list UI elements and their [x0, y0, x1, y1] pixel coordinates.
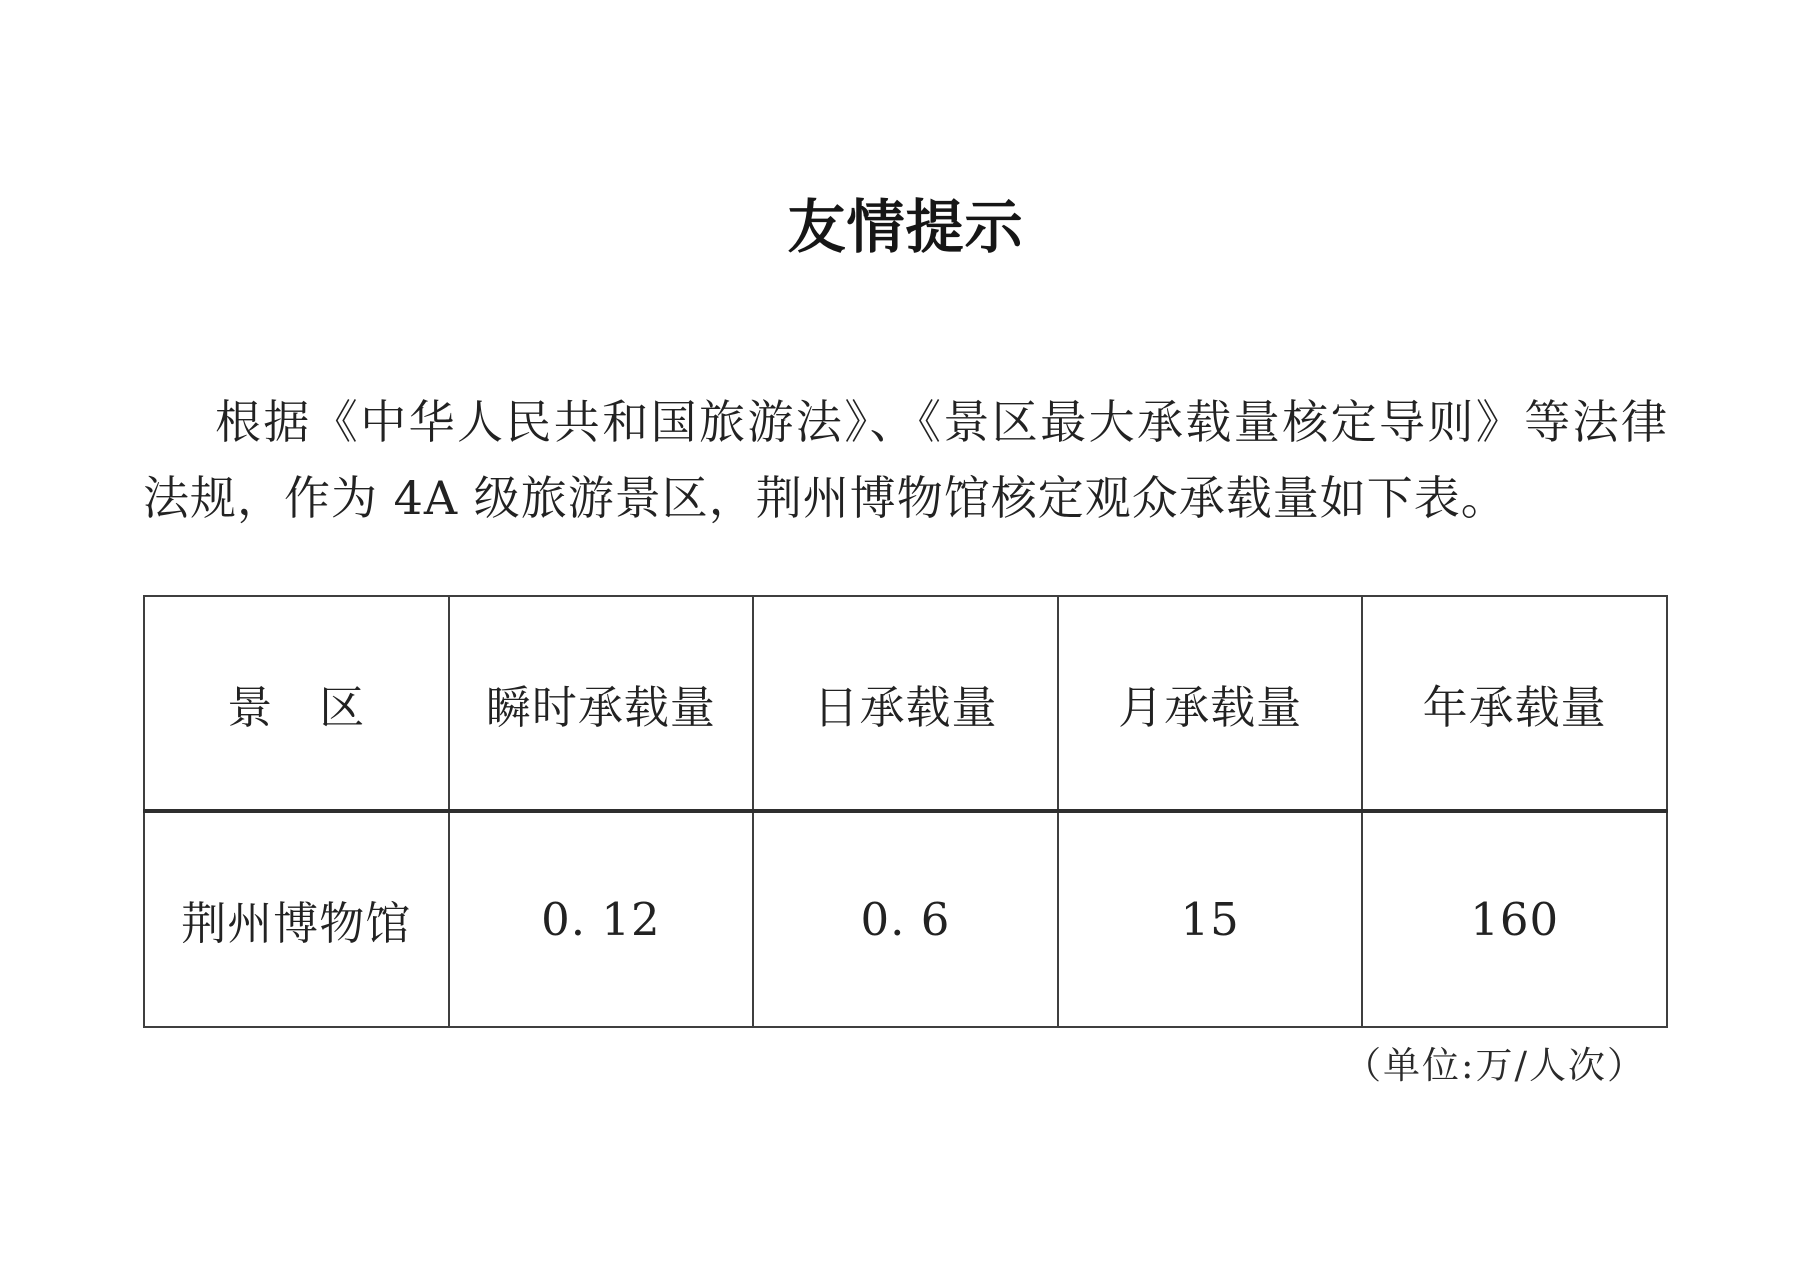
cell-daily-capacity: 0. 6 [753, 811, 1058, 1027]
header-row [144, 596, 1667, 811]
cell-annual-capacity: 160 [1362, 811, 1667, 1027]
header-monthly-capacity: 月承载量 [1058, 596, 1363, 811]
cell-scenic-area: 荆州博物馆 [144, 811, 449, 1027]
cell-monthly-capacity: 15 [1058, 811, 1363, 1027]
header-instant-capacity: 瞬时承载量 [449, 596, 754, 811]
intro-paragraph: 根据《中华人民共和国旅游法》、《景区最大承载量核定导则》等法律法规，作为 4A 级旅游景区，荆州博物馆核定观众承载量如下表。 [143, 395, 1668, 525]
page-title: 友情提示 [787, 193, 1024, 261]
capacity-table-body [144, 811, 1667, 1027]
capacity-table [143, 595, 1668, 1028]
table-row [144, 811, 1667, 1027]
cell-instant-capacity: 0. 12 [449, 811, 754, 1027]
capacity-table-header [144, 596, 1667, 811]
unit-note: （单位:万/人次） [1344, 1044, 1646, 1087]
header-scenic-area: 景 区 [144, 596, 449, 811]
header-daily-capacity: 日承载量 [753, 596, 1058, 811]
header-annual-capacity: 年承载量 [1362, 596, 1667, 811]
